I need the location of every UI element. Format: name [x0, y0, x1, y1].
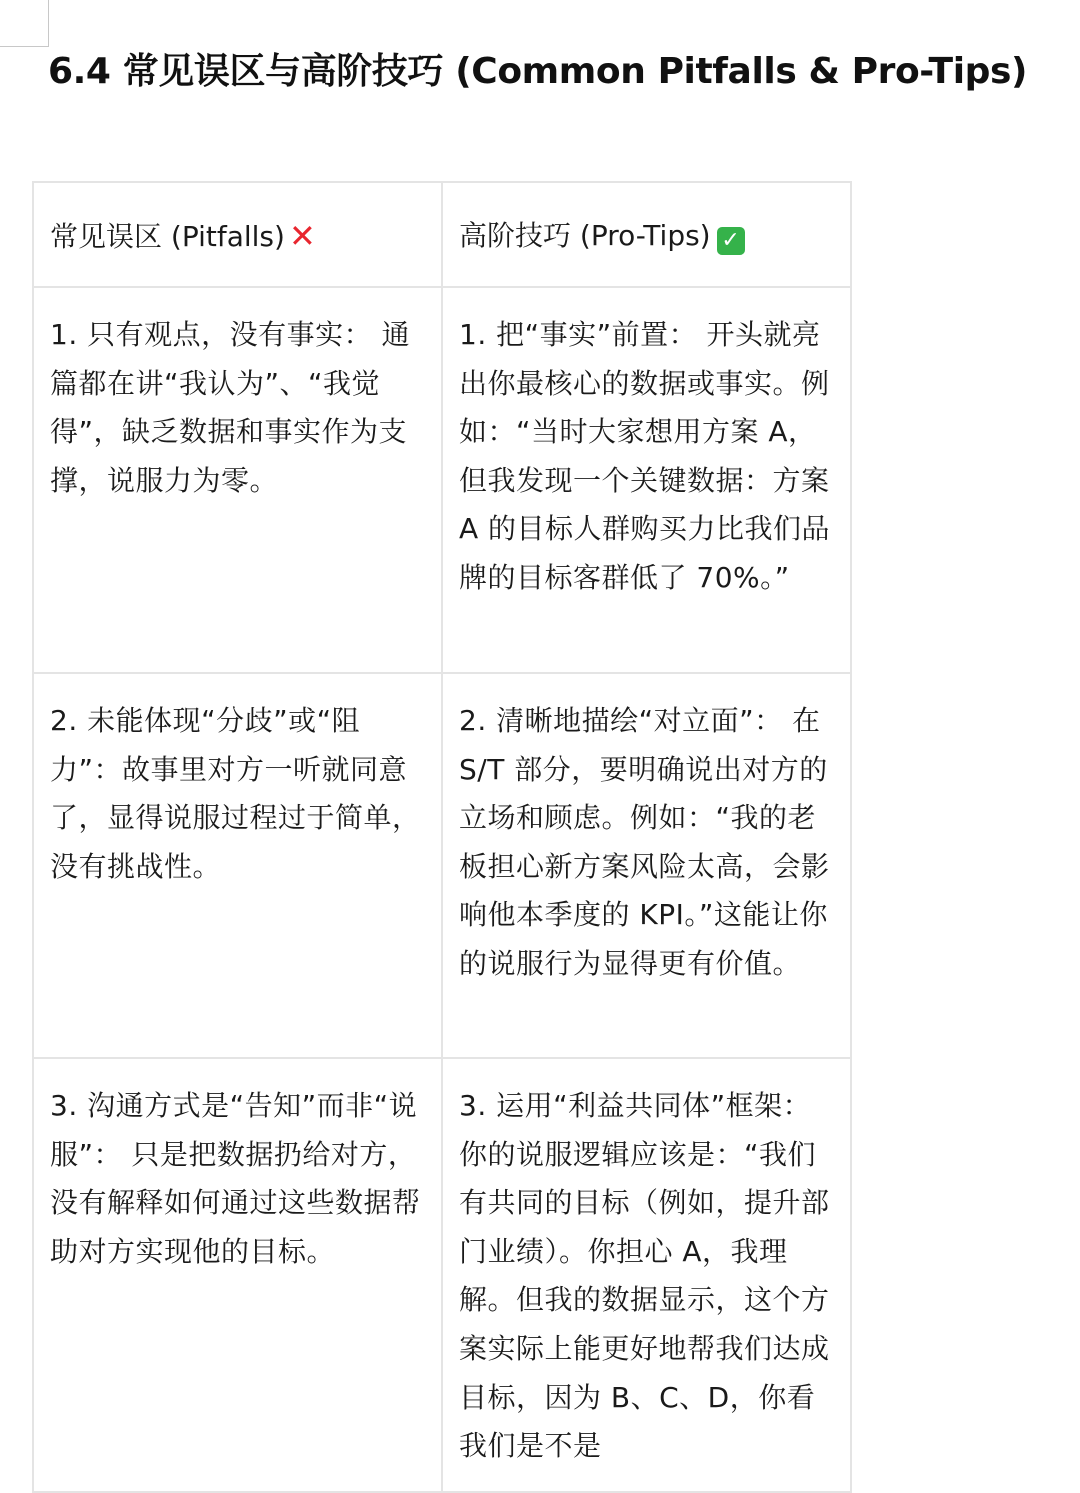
page-title: 6.4 常见误区与高阶技巧 (Common Pitfalls & Pro-Tips) [48, 51, 1028, 92]
header-cell-protips [442, 182, 851, 287]
header-label-pitfalls: 常见误区 (Pitfalls) [50, 220, 285, 253]
table-row [33, 287, 851, 673]
protip-text: 1. 把“事实”前置： 开头就亮出你最核心的数据或事实。例如：“当时大家想用方案 A，但我发现一个关键数据：方案 A 的目标人群购买力比我们品牌的目标客群低了 70%。” [459, 318, 831, 594]
page-corner-mark [0, 46, 49, 47]
pitfall-cell [33, 1058, 442, 1492]
pitfall-text: 1. 只有观点，没有事实： 通篇都在讲“我认为”、“我觉得”，缺乏数据和事实作为支撑，说服力为零。 [50, 318, 411, 497]
pitfall-cell [33, 287, 442, 673]
header-cell-pitfalls [33, 182, 442, 287]
protip-cell [442, 1058, 851, 1492]
table-row [33, 673, 851, 1058]
protip-cell [442, 673, 851, 1058]
protip-cell [442, 287, 851, 673]
cross-mark-icon: ✕ [288, 217, 316, 255]
check-mark-button-icon: ✓ [717, 227, 745, 255]
pitfall-cell [33, 673, 442, 1058]
table-header-row [33, 182, 851, 287]
comparison-table [32, 181, 852, 1493]
table-row [33, 1058, 851, 1492]
pitfall-text: 2. 未能体现“分歧”或“阻力”：故事里对方一听就同意了，显得说服过程过于简单，没有挑战性。 [50, 704, 421, 883]
protip-text: 3. 运用“利益共同体”框架：你的说服逻辑应该是：“我们有共同的目标（例如，提升部门业绩）。你担心 A，我理解。但我的数据显示，这个方案实际上能更好地帮我们达成目标，因为 B、C、D，你看我们是不是 [459, 1089, 830, 1463]
pitfall-text: 3. 沟通方式是“告知”而非“说服”： 只是把数据扔给对方，没有解释如何通过这些数据帮助对方实现他的目标。 [50, 1089, 421, 1268]
header-label-protips: 高阶技巧 (Pro-Tips) [459, 219, 711, 252]
protip-text: 2. 清晰地描绘“对立面”： 在 S/T 部分，要明确说出对方的立场和顾虑。例如：“我的老板担心新方案风险太高，会影响他本季度的 KPI。”这能让你的说服行为显得更有价值。 [459, 704, 830, 980]
page-corner-mark [48, 0, 49, 47]
